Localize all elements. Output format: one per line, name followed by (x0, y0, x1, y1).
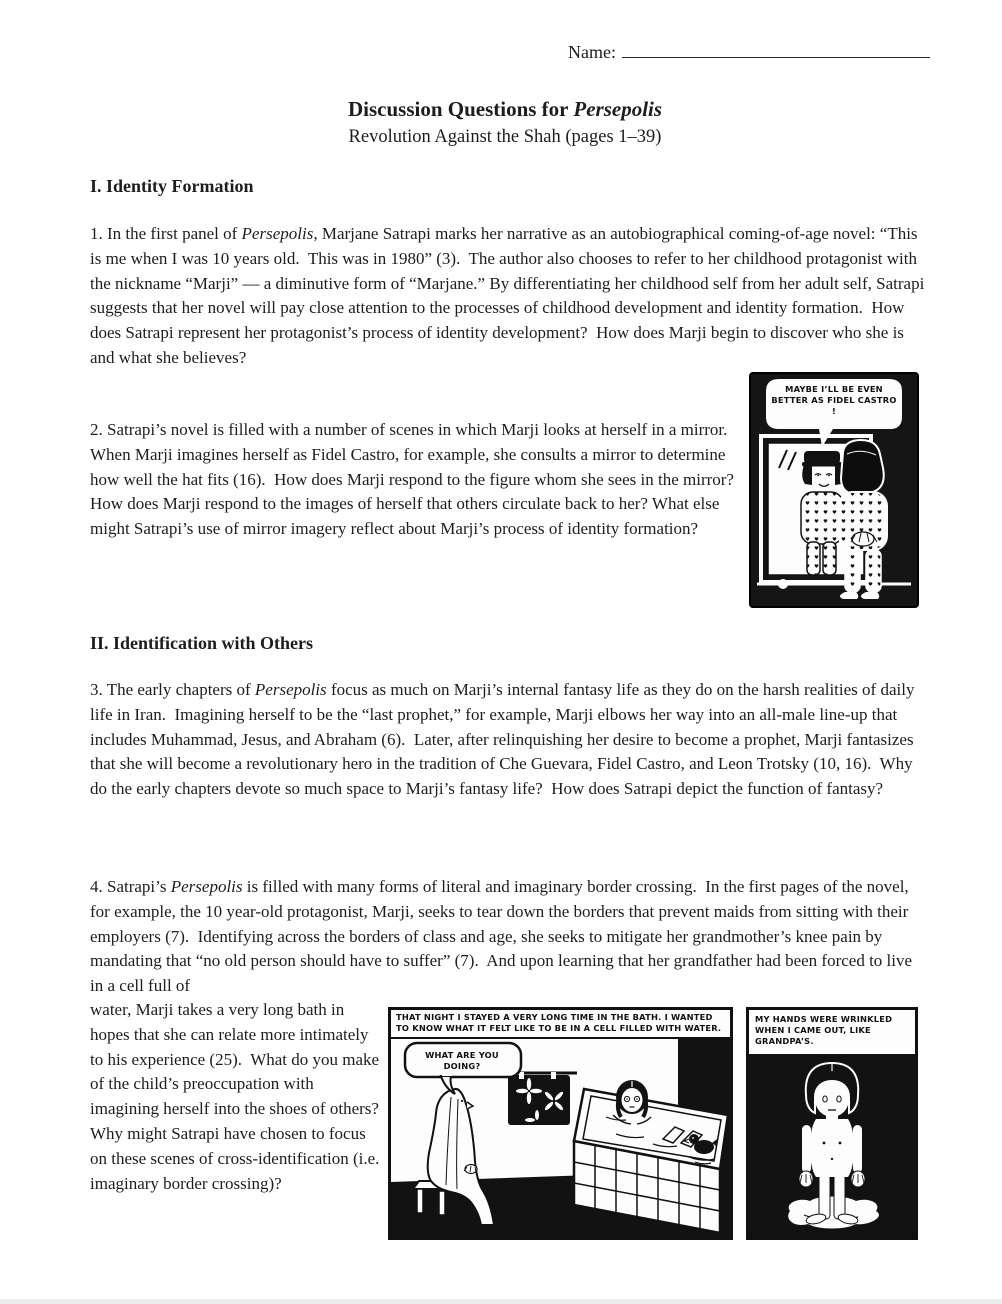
title-book-name: Persepolis (573, 97, 663, 121)
bath-speech-bubble-text: WHAT ARE YOU DOING? (425, 1050, 499, 1071)
doorknob-ball (778, 579, 788, 589)
page-subtitle: Revolution Against the Shah (pages 1–39) (348, 127, 662, 147)
wrinkled-caption-text: MY HANDS WERE WRINKLED WHEN I CAME OUT, LIKE GRANDPA’S. (755, 1014, 893, 1046)
page-title (90, 97, 920, 122)
name-row (568, 42, 930, 63)
question-4-text: 4. Satrapi’s Persepolis is filled with many forms of literal and imaginary border crossing. In the first pages of the novel, for example, the 10 year-old protagonist, Marji, seeks to tear down the borders that prevent maids from sitting with their employers (7). Identifying across the borders of class and age, she seeks to mitigate her grandmother’s knee pain by mandating that “no old person should have to suffer” (7). And upon learning that her grandfather had been forced to live in a cell full of (90, 877, 917, 996)
section-heading-identity-formation: I. Identity Formation (90, 176, 254, 196)
name-blank-line (622, 43, 930, 58)
page-bottom-edge (0, 1299, 1002, 1304)
mirror-speech-bubble-text: MAYBE I’LL BE EVEN BETTER AS FIDEL CASTRO ! (771, 384, 897, 416)
title-text: Discussion Questions for (347, 97, 574, 121)
bath-panel-artwork (388, 1007, 733, 1240)
question-2-text: 2. Satrapi’s novel is filled with a number of scenes in which Marji looks at herself in a mirror. When Marji imagines herself as Fidel Castro, for example, she consults a mirror to determine how well the hat fits (16). How does Marji respond to the figure whom she sees in the mirror? How does Marji respond to the images of herself that others circulate back to her? What else might Satrapi’s use of mirror imagery reflect about Marji’s process of identity formation? (90, 420, 743, 539)
bath-caption-text: THAT NIGHT I STAYED A VERY LONG TIME IN THE BATH. I WANTED TO KNOW WHAT IT FELT LIKE TO BE IN A CELL FILLED WITH WATER. (396, 1012, 722, 1033)
towel (501, 1072, 577, 1125)
question-3-text: 3. The early chapters of Persepolis focus as much on Marji’s internal fantasy life as they do on the harsh realities of daily life in Iran. Imagining herself to be the “last prophet,” for example, Marji elbows her way into an all-male line-up that includes Muhammad, Jesus, and Abraham (6). Later, after relinquishing her desire to become a prophet, Marji fantasizes that she will become a revolutionary hero in the tradition of Che Guevara, Fidel Castro, and Leon Trotsky (10, 16). Why do the early chapters devote so much space to Marji’s fantasy life? How does Satrapi depict the function of fantasy? (90, 680, 919, 799)
comic-panel-wrinkled-hands (746, 1007, 918, 1240)
clasped-hands (852, 532, 874, 546)
section-heading-identification-with-others: II. Identification with Others (90, 633, 314, 653)
question-4-text-continued: water, Marji takes a very long bath in hopes that she can relate more intimately to his experience (25). What do you make of the child’s preoccupation with imagining herself into the shoes of others? Why might Satrapi have chosen to focus on these scenes of cross-identification (i.e. imaginary border crossing)? (90, 1000, 388, 1193)
comic-panel-bath (388, 1007, 733, 1240)
question-1-text: 1. In the first panel of Persepolis, Marjane Satrapi marks her narrative as an autobiographical coming-of-age novel: “This is me when I was 10 years old. This was in 1980” (3). The author also chooses to refer to her childhood protagonist with the nickname “Marji” — a diminutive form of “Marjane.” By differentiating her childhood self from her adult self, Satrapi suggests that her novel will pay close attention to the processes of childhood development and identity formation. How does Satrapi represent her protagonist’s process of identity development? How does Marji begin to discover who she is and what she believes? (90, 224, 929, 367)
comic-panel-mirror (749, 372, 919, 608)
name-label: Name: (568, 42, 616, 62)
